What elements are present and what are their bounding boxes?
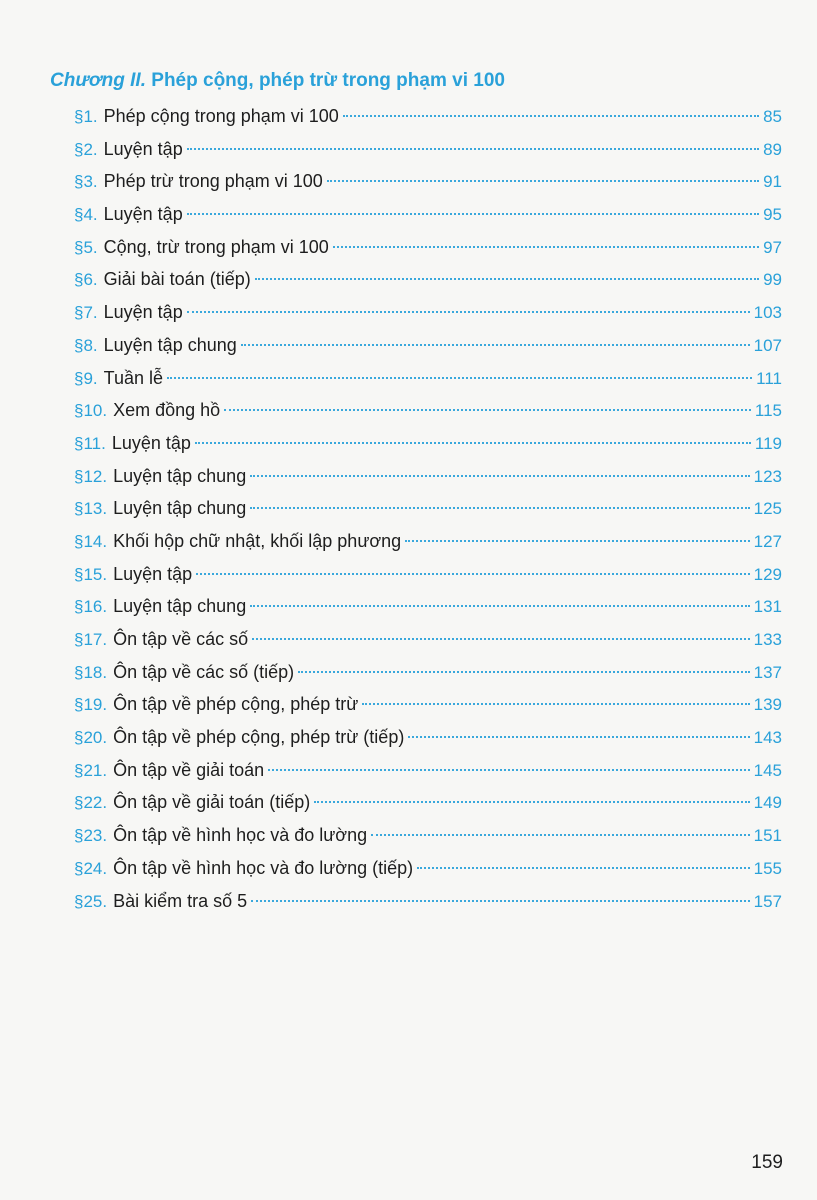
section-number: §19. <box>74 695 108 715</box>
dot-leader <box>196 573 749 575</box>
section-title: Luyện tập <box>113 563 193 584</box>
section-number: §17. <box>74 630 108 649</box>
section-title: Ôn tập về hình học và đo lường <box>113 825 368 846</box>
toc-entry[interactable] <box>74 852 782 885</box>
section-title: Ôn tập về hình học và đo lường (tiếp) <box>113 857 414 878</box>
dot-leader <box>187 213 759 215</box>
dot-leader <box>241 344 750 346</box>
section-title: Ôn tập về giải toán <box>113 759 265 780</box>
dot-leader <box>298 671 749 673</box>
section-number: §5. <box>74 237 98 257</box>
toc-entry[interactable] <box>74 329 782 362</box>
section-title: Luyện tập <box>111 432 191 453</box>
toc-entry[interactable] <box>74 492 782 525</box>
section-page-number: 139 <box>753 695 782 715</box>
section-title: Tuần lễ <box>103 367 164 388</box>
section-title: Khối hộp chữ nhật, khối lập phương <box>113 530 402 551</box>
section-title: Phép trừ trong phạm vi 100 <box>103 171 323 192</box>
chapter-label: Chương II. <box>50 70 146 91</box>
dot-leader <box>195 442 751 444</box>
section-page-number: 149 <box>753 793 782 813</box>
section-page-number: 155 <box>753 858 782 878</box>
chapter-heading <box>50 70 505 92</box>
section-page-number: 95 <box>763 205 782 225</box>
section-number: §2. <box>74 139 98 159</box>
section-number: §15. <box>74 564 108 584</box>
section-title: Luyện tập chung <box>103 334 237 355</box>
dot-leader <box>408 736 749 738</box>
section-page-number: 91 <box>763 172 782 192</box>
dot-leader <box>187 311 750 313</box>
section-page-number: 125 <box>753 499 782 519</box>
section-number: §18. <box>74 662 108 682</box>
section-number: §12. <box>74 466 108 486</box>
toc-entry[interactable] <box>74 231 782 264</box>
section-title: Luyện tập chung <box>113 596 247 617</box>
dot-leader <box>250 475 749 477</box>
section-number: §7. <box>74 303 98 323</box>
toc-entry[interactable] <box>74 362 782 395</box>
dot-leader <box>255 278 759 280</box>
section-number: §4. <box>74 205 98 225</box>
section-number: §21. <box>74 760 108 780</box>
section-page-number: 133 <box>753 630 782 649</box>
dot-leader <box>251 900 749 902</box>
section-title: Luyện tập <box>103 302 183 323</box>
section-page-number: 107 <box>753 335 782 355</box>
section-page-number: 145 <box>753 760 782 780</box>
section-title: Cộng, trừ trong phạm vi 100 <box>103 236 329 257</box>
dot-leader <box>362 703 749 705</box>
section-page-number: 85 <box>763 107 782 126</box>
section-number: §3. <box>74 172 98 192</box>
dot-leader <box>343 115 759 117</box>
section-page-number: 99 <box>763 270 782 290</box>
toc-entry[interactable] <box>74 721 782 754</box>
chapter-title-text: Phép cộng, phép trừ trong phạm vi 100 <box>151 70 505 91</box>
section-title: Ôn tập về các số <box>113 629 249 649</box>
section-page-number: 111 <box>756 368 782 388</box>
section-title: Ôn tập về các số (tiếp) <box>113 661 295 682</box>
section-page-number: 131 <box>753 597 782 617</box>
section-page-number: 129 <box>753 564 782 584</box>
toc-entry[interactable] <box>74 263 782 296</box>
toc-entry[interactable] <box>74 623 782 656</box>
toc-entry[interactable] <box>74 296 782 329</box>
section-page-number: 115 <box>754 401 782 421</box>
section-title: Bài kiểm tra số 5 <box>113 890 248 911</box>
toc-entry[interactable] <box>74 885 782 918</box>
page-number: 159 <box>751 1152 783 1173</box>
section-number: §23. <box>74 826 108 846</box>
section-title: Giải bài toán (tiếp) <box>103 269 251 290</box>
section-number: §9. <box>74 368 98 388</box>
section-number: §20. <box>74 728 108 748</box>
section-number: §14. <box>74 531 108 551</box>
dot-leader <box>250 507 749 509</box>
toc-entry[interactable] <box>74 754 782 787</box>
dot-leader <box>417 867 750 869</box>
section-page-number: 103 <box>753 303 782 323</box>
section-page-number: 157 <box>753 891 782 911</box>
section-title: Luyện tập <box>103 204 183 225</box>
toc-entry[interactable] <box>74 427 782 460</box>
dot-leader <box>327 180 759 182</box>
section-title: Phép cộng trong phạm vi 100 <box>103 106 339 126</box>
section-title: Luyện tập chung <box>113 498 247 519</box>
toc-entry[interactable] <box>74 819 782 852</box>
dot-leader <box>187 148 759 150</box>
toc-entry[interactable] <box>74 688 782 721</box>
toc-entry[interactable] <box>74 165 782 198</box>
toc-entry[interactable] <box>74 133 782 166</box>
section-page-number: 143 <box>753 728 782 748</box>
dot-leader <box>314 801 749 803</box>
toc-entry[interactable] <box>74 394 782 427</box>
toc-entry[interactable] <box>74 590 782 623</box>
dot-leader <box>252 638 749 640</box>
section-number: §11. <box>74 433 106 453</box>
section-title: Xem đồng hồ <box>113 400 221 421</box>
toc-entry[interactable] <box>74 786 782 819</box>
dot-leader <box>268 769 749 771</box>
section-title: Ôn tập về phép cộng, phép trừ <box>113 694 359 715</box>
toc-entry[interactable] <box>74 558 782 591</box>
dot-leader <box>167 377 752 379</box>
section-number: §8. <box>74 335 98 355</box>
section-number: §1. <box>74 107 98 126</box>
section-number: §25. <box>74 891 108 911</box>
section-number: §10. <box>74 401 108 421</box>
section-number: §6. <box>74 270 98 290</box>
dot-leader <box>371 834 750 836</box>
section-page-number: 119 <box>754 433 782 453</box>
section-page-number: 137 <box>753 662 782 682</box>
section-page-number: 127 <box>753 531 782 551</box>
dot-leader <box>250 605 749 607</box>
dot-leader <box>333 246 759 248</box>
section-title: Ôn tập về phép cộng, phép trừ (tiếp) <box>113 727 405 748</box>
section-number: §16. <box>74 597 108 617</box>
toc-entry[interactable] <box>74 525 782 558</box>
section-page-number: 151 <box>753 826 782 846</box>
section-number: §24. <box>74 858 108 878</box>
toc-entry[interactable] <box>74 100 782 133</box>
section-number: §13. <box>74 499 108 519</box>
dot-leader <box>224 409 751 411</box>
section-number: §22. <box>74 793 108 813</box>
table-of-contents <box>74 100 782 917</box>
section-title: Luyện tập chung <box>113 465 247 486</box>
section-page-number: 123 <box>753 466 782 486</box>
section-page-number: 89 <box>763 139 782 159</box>
toc-entry[interactable] <box>74 656 782 689</box>
toc-entry[interactable] <box>74 460 782 493</box>
section-title: Ôn tập về giải toán (tiếp) <box>113 792 311 813</box>
toc-entry[interactable] <box>74 198 782 231</box>
section-page-number: 97 <box>763 237 782 257</box>
section-title: Luyện tập <box>103 138 183 159</box>
dot-leader <box>405 540 749 542</box>
